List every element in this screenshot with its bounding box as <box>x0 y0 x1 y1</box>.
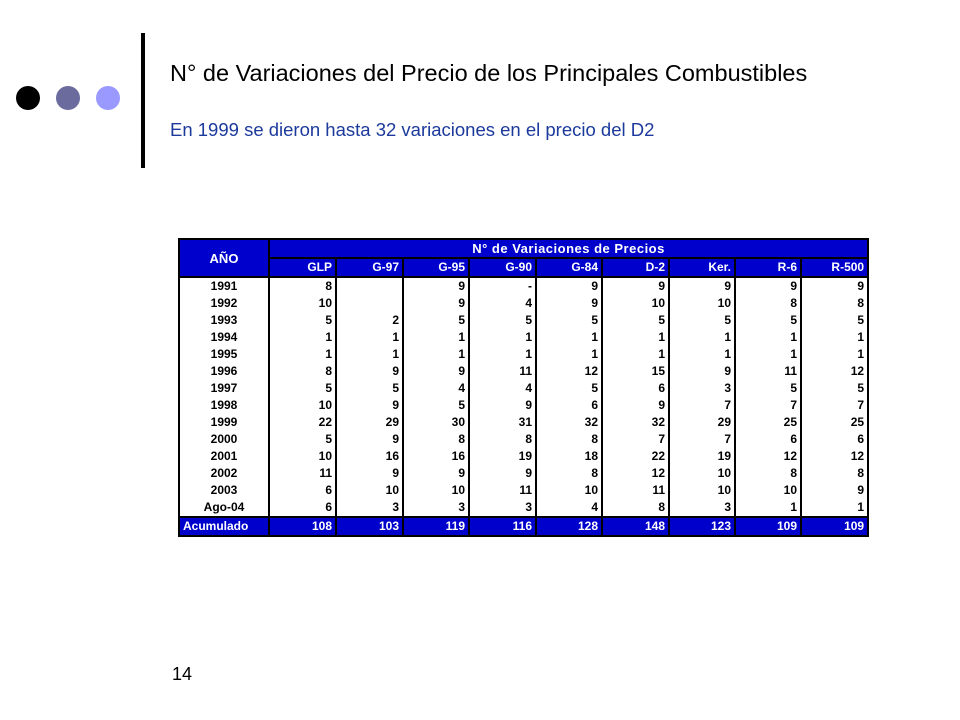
value-cell: 12 <box>801 363 868 380</box>
year-cell: 1998 <box>179 397 269 414</box>
value-cell: 5 <box>536 380 602 397</box>
table-row <box>179 397 868 414</box>
value-cell: 11 <box>469 482 536 499</box>
value-cell: 5 <box>735 380 801 397</box>
value-cell: 1 <box>602 329 669 346</box>
column-header: GLP <box>269 258 336 277</box>
total-cell: 109 <box>735 517 801 536</box>
value-cell: 16 <box>336 448 403 465</box>
value-cell: 29 <box>669 414 735 431</box>
value-cell: 9 <box>602 277 669 295</box>
value-cell: 25 <box>801 414 868 431</box>
value-cell: 8 <box>269 363 336 380</box>
value-cell: 11 <box>735 363 801 380</box>
total-row <box>179 517 868 536</box>
value-cell: 3 <box>403 499 469 517</box>
value-cell: 10 <box>269 295 336 312</box>
value-cell: 6 <box>602 380 669 397</box>
title-divider-bar <box>141 33 145 168</box>
slide-subtitle: En 1999 se dieron hasta 32 variaciones en el precio del D2 <box>170 119 655 140</box>
table-body <box>179 277 868 517</box>
year-cell: 1991 <box>179 277 269 295</box>
value-cell: 4 <box>469 380 536 397</box>
value-cell: 1 <box>669 329 735 346</box>
total-cell: 128 <box>536 517 602 536</box>
value-cell: 1 <box>602 346 669 363</box>
value-cell: 8 <box>735 465 801 482</box>
value-cell: 10 <box>536 482 602 499</box>
value-cell: 10 <box>269 397 336 414</box>
value-cell: 7 <box>669 431 735 448</box>
value-cell: 6 <box>269 482 336 499</box>
value-cell: 10 <box>269 448 336 465</box>
value-cell: 9 <box>336 363 403 380</box>
value-cell: 5 <box>669 312 735 329</box>
value-cell: 9 <box>336 397 403 414</box>
value-cell: 10 <box>403 482 469 499</box>
value-cell: 9 <box>602 397 669 414</box>
column-header: R-6 <box>735 258 801 277</box>
price-variations-table-container <box>178 238 869 537</box>
value-cell: 8 <box>801 465 868 482</box>
value-cell: 1 <box>735 329 801 346</box>
value-cell: 8 <box>403 431 469 448</box>
year-cell: 1994 <box>179 329 269 346</box>
value-cell: 22 <box>269 414 336 431</box>
value-cell: 8 <box>735 295 801 312</box>
table-row <box>179 465 868 482</box>
price-variations-table <box>178 238 869 537</box>
value-cell: 19 <box>469 448 536 465</box>
value-cell: 5 <box>403 312 469 329</box>
value-cell: 6 <box>735 431 801 448</box>
value-cell: 6 <box>536 397 602 414</box>
column-header: G-95 <box>403 258 469 277</box>
value-cell: 9 <box>403 295 469 312</box>
value-cell: 7 <box>669 397 735 414</box>
value-cell: 9 <box>403 277 469 295</box>
value-cell: 1 <box>469 346 536 363</box>
value-cell: 1 <box>336 346 403 363</box>
value-cell: 11 <box>269 465 336 482</box>
year-cell: Ago-04 <box>179 499 269 517</box>
table-row <box>179 277 868 295</box>
value-cell: 9 <box>801 482 868 499</box>
value-cell: 6 <box>801 431 868 448</box>
value-cell: 1 <box>403 329 469 346</box>
value-cell: 5 <box>269 312 336 329</box>
value-cell: 8 <box>269 277 336 295</box>
value-cell: 1 <box>735 346 801 363</box>
value-cell: 8 <box>536 431 602 448</box>
value-cell: 12 <box>602 465 669 482</box>
value-cell: 32 <box>536 414 602 431</box>
total-cell: 109 <box>801 517 868 536</box>
value-cell: 16 <box>403 448 469 465</box>
value-cell: 9 <box>669 277 735 295</box>
value-cell: 8 <box>536 465 602 482</box>
value-cell: 9 <box>669 363 735 380</box>
value-cell: 4 <box>536 499 602 517</box>
value-cell: 3 <box>669 380 735 397</box>
value-cell: 15 <box>602 363 669 380</box>
table-row <box>179 312 868 329</box>
value-cell: 25 <box>735 414 801 431</box>
total-cell: 108 <box>269 517 336 536</box>
value-cell: 9 <box>336 431 403 448</box>
page-number: 14 <box>172 664 193 684</box>
value-cell: 5 <box>269 431 336 448</box>
value-cell: 9 <box>801 277 868 295</box>
column-header: D-2 <box>602 258 669 277</box>
value-cell: 1 <box>269 346 336 363</box>
table-row <box>179 414 868 431</box>
total-cell: 103 <box>336 517 403 536</box>
value-cell: 9 <box>403 363 469 380</box>
value-cell: 32 <box>602 414 669 431</box>
variations-group-header: N° de Variaciones de Precios <box>269 239 868 258</box>
slide-title: N° de Variaciones del Precio de los Principales Combustibles <box>170 60 808 86</box>
year-cell: 1996 <box>179 363 269 380</box>
bullet-dot-mid <box>56 86 80 110</box>
total-cell: 148 <box>602 517 669 536</box>
value-cell: 5 <box>403 397 469 414</box>
value-cell: 10 <box>735 482 801 499</box>
table-row <box>179 448 868 465</box>
value-cell: 9 <box>536 295 602 312</box>
total-cell: 119 <box>403 517 469 536</box>
value-cell: 5 <box>336 380 403 397</box>
value-cell: 10 <box>336 482 403 499</box>
value-cell: 8 <box>801 295 868 312</box>
year-cell: 2000 <box>179 431 269 448</box>
year-cell: 1992 <box>179 295 269 312</box>
value-cell: 1 <box>735 499 801 517</box>
value-cell: 10 <box>669 295 735 312</box>
value-cell: 1 <box>403 346 469 363</box>
value-cell: 8 <box>469 431 536 448</box>
value-cell: 9 <box>469 465 536 482</box>
value-cell: 1 <box>536 346 602 363</box>
year-cell: 2002 <box>179 465 269 482</box>
column-header-row <box>179 258 868 277</box>
value-cell: 9 <box>469 397 536 414</box>
value-cell: 5 <box>536 312 602 329</box>
value-cell: 31 <box>469 414 536 431</box>
value-cell: 29 <box>336 414 403 431</box>
value-cell: 9 <box>735 277 801 295</box>
value-cell: 9 <box>336 465 403 482</box>
column-header: G-97 <box>336 258 403 277</box>
value-cell: 5 <box>735 312 801 329</box>
value-cell: 11 <box>602 482 669 499</box>
year-column-header: AÑO <box>179 239 269 277</box>
value-cell: 1 <box>801 499 868 517</box>
value-cell: 10 <box>669 465 735 482</box>
table-row <box>179 482 868 499</box>
year-cell: 1995 <box>179 346 269 363</box>
value-cell: 5 <box>269 380 336 397</box>
bullet-dot-dark <box>16 86 40 110</box>
value-cell: 19 <box>669 448 735 465</box>
table-row <box>179 329 868 346</box>
value-cell: - <box>469 277 536 295</box>
year-cell: 2003 <box>179 482 269 499</box>
value-cell: 4 <box>403 380 469 397</box>
value-cell: 4 <box>469 295 536 312</box>
value-cell: 7 <box>602 431 669 448</box>
value-cell: 5 <box>602 312 669 329</box>
year-cell: 2001 <box>179 448 269 465</box>
value-cell: 1 <box>536 329 602 346</box>
value-cell: 11 <box>469 363 536 380</box>
value-cell: 12 <box>536 363 602 380</box>
table-row <box>179 380 868 397</box>
value-cell: 1 <box>801 329 868 346</box>
value-cell: 6 <box>269 499 336 517</box>
value-cell: 30 <box>403 414 469 431</box>
value-cell: 18 <box>536 448 602 465</box>
column-header: Ker. <box>669 258 735 277</box>
column-header: G-90 <box>469 258 536 277</box>
total-cell: 123 <box>669 517 735 536</box>
value-cell: 1 <box>669 346 735 363</box>
value-cell: 5 <box>801 312 868 329</box>
value-cell: 10 <box>602 295 669 312</box>
value-cell: 1 <box>801 346 868 363</box>
value-cell: 1 <box>336 329 403 346</box>
value-cell: 3 <box>469 499 536 517</box>
value-cell: 7 <box>801 397 868 414</box>
year-cell: 1997 <box>179 380 269 397</box>
value-cell: 5 <box>469 312 536 329</box>
value-cell: 3 <box>669 499 735 517</box>
value-cell: 9 <box>403 465 469 482</box>
value-cell <box>336 277 403 295</box>
value-cell: 12 <box>801 448 868 465</box>
column-header: R-500 <box>801 258 868 277</box>
value-cell: 5 <box>801 380 868 397</box>
year-cell: 1999 <box>179 414 269 431</box>
value-cell: 8 <box>602 499 669 517</box>
total-label: Acumulado <box>179 517 269 536</box>
value-cell: 9 <box>536 277 602 295</box>
bullet-dot-light <box>96 86 120 110</box>
value-cell: 1 <box>469 329 536 346</box>
value-cell <box>336 295 403 312</box>
table-row <box>179 499 868 517</box>
value-cell: 10 <box>669 482 735 499</box>
value-cell: 22 <box>602 448 669 465</box>
value-cell: 1 <box>269 329 336 346</box>
value-cell: 7 <box>735 397 801 414</box>
total-cell: 116 <box>469 517 536 536</box>
table-row <box>179 431 868 448</box>
column-header: G-84 <box>536 258 602 277</box>
table-row <box>179 346 868 363</box>
table-row <box>179 295 868 312</box>
value-cell: 3 <box>336 499 403 517</box>
value-cell: 2 <box>336 312 403 329</box>
table-row <box>179 363 868 380</box>
year-cell: 1993 <box>179 312 269 329</box>
value-cell: 12 <box>735 448 801 465</box>
